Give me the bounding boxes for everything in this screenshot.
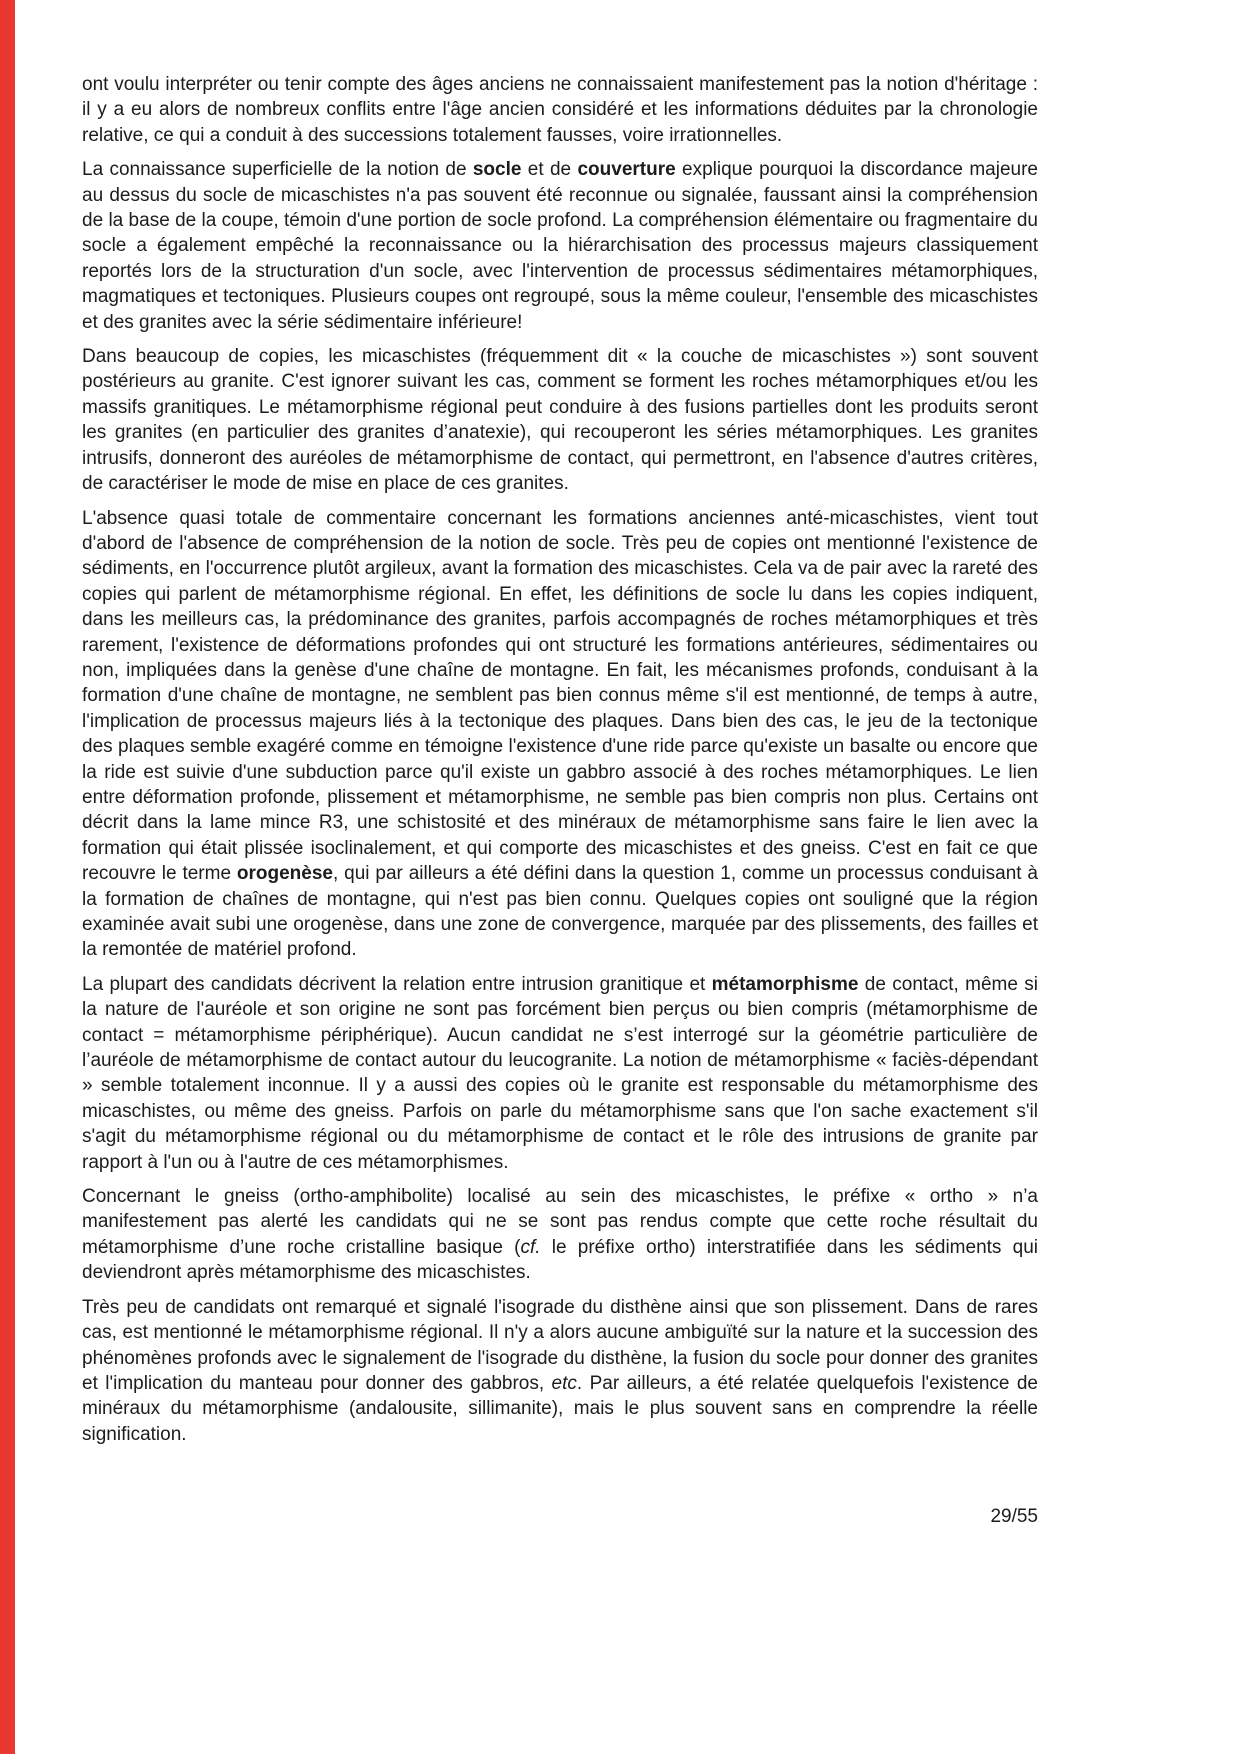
text-run: L'absence quasi totale de commentaire concernant les formations anciennes anté-micaschistes, vient tout d'abord de l'absence de compréhension de la notion de socle. Très peu de copies ont mentionné l'existence de sédiments, en l'occurrence plutôt argileux, avant la formation des micaschistes. Cela va de pair avec la rareté des copies qui parlent de métamorphisme régional. En effet, les définitions de socle lu dans les copies indiquent, dans les meilleurs cas, la prédominance des granites, parfois accompagnés de roches métamorphiques et très rarement, l'existence de déformations profondes qui ont structuré les formations antérieures, sédimentaires ou non, impliquées dans la genèse d'une chaîne de montagne. En fait, les mécanismes profonds, conduisant à la formation d'une chaîne de montagne, ne semblent pas bien connus même s'il est mentionné, de temps à autre, l'implication de processus majeurs liés à la tectonique des plaques. Dans bien des cas, le jeu de la tectonique des plaques semble exagéré comme en témoigne l'existence d'une ride parce qu'existe un basalte ou encore que la ride est suivie d'une subduction parce qu'il existe un gabbro associé à des roches métamorphiques. Le lien entre déformation profonde, plissement et métamorphisme, ne semble pas bien compris non plus. Certains ont décrit dans la lame mince R3, une schistosité et des minéraux de métamorphisme sans faire le lien avec la formation qui était plissée isoclinalement, et qui comporte des micaschistes et des gneiss. C'est en fait ce que recouvre le terme [82, 507, 1038, 885]
page-number: 29/55 [990, 1506, 1038, 1527]
text-run: couverture [577, 159, 676, 181]
document-body [82, 72, 1038, 1456]
left-red-bar [0, 0, 15, 1754]
text-run: et de [521, 159, 578, 181]
text-run: Concernant le gneiss (ortho-amphibolite) localisé au sein des micaschistes, le préfixe « ortho » n’a manifestement pas alerté les candidats qui ne se sont pas rendus compte que cette roche résultait du métamorphisme d’une roche cristalline basique ( [82, 1186, 1038, 1258]
text-run: le préfixe ortho) interstratifiée dans les sédiments qui deviendront après métamorphisme des micaschistes. [82, 1236, 1038, 1284]
text-run: métamorphisme [711, 973, 859, 995]
paragraph [82, 72, 1038, 148]
paragraph [82, 1295, 1038, 1447]
text-run: etc [551, 1372, 577, 1394]
paragraph [82, 1184, 1038, 1286]
text-run: de contact, même si la nature de l'auréole et son origine ne sont pas forcément bien perçus ou bien compris (métamorphisme de contact = métamorphisme périphérique). Aucun candidat ne s’est interrogé sur la géométrie particulière de l’auréole de métamorphisme de contact autour du leucogranite. La notion de métamorphisme « faciès-dépendant » semble totalement inconnue. Il y a aussi des copies où le granite est responsable du métamorphisme des micaschistes, ou même des gneiss. Parfois on parle du métamorphisme sans que l'on sache exactement s'il s'agit du métamorphisme régional ou du métamorphisme de contact et le rôle des intrusions de granite par rapport à l'un ou à l'autre de ces métamorphismes. [82, 973, 1038, 1173]
text-run: ont voulu interpréter ou tenir compte des âges anciens ne connaissaient manifestement pas la notion d'héritage : il y a eu alors de nombreux conflits entre l'âge ancien considéré et les informations déduites par la chronologie relative, ce qui a conduit à des successions totalement fausses, voire irrationnelles. [82, 74, 1038, 146]
text-run: explique pourquoi la discordance majeure au dessus du socle de micaschistes n'a pas souvent été reconnue ou signalée, faussant ainsi la compréhension de la base de la coupe, témoin d'une portion de socle profond. La compréhension élémentaire ou fragmentaire du socle a également empêché la reconnaissance ou la hiérarchisation des processus majeurs classiquement reportés lors de la structuration d'un socle, avec l'intervention de processus sédimentaires métamorphiques, magmatiques et tectoniques. Plusieurs coupes ont regroupé, sous la même couleur, l'ensemble des micaschistes et des granites avec la série sédimentaire inférieure! [82, 159, 1038, 333]
paragraph [82, 506, 1038, 963]
text-run: cf. [520, 1236, 541, 1258]
text-run: , qui par ailleurs a été défini dans la question 1, comme un processus conduisant à la formation de chaînes de montagne, qui n'est pas bien connu. Quelques copies ont souligné que la région examinée avait subi une orogenèse, dans une zone de convergence, marquée par des plissements, des failles et la remontée de matériel profond. [82, 863, 1038, 961]
paragraph [82, 157, 1038, 335]
text-run: Très peu de candidats ont remarqué et signalé l'isograde du disthène ainsi que son plissement. Dans de rares cas, est mentionné le métamorphisme régional. Il n'y a alors aucune ambiguïté sur la nature et la succession des phénomènes profonds avec le signalement de l'isograde du disthène, la fusion du socle pour donner des granites et l'implication du manteau pour donner des gabbros, [82, 1296, 1038, 1394]
text-run: orogenèse [236, 863, 333, 885]
text-run: La plupart des candidats décrivent la relation entre intrusion granitique et [82, 973, 712, 995]
paragraph [82, 972, 1038, 1175]
paragraph [82, 344, 1038, 496]
text-run: socle [472, 159, 522, 181]
text-run: . Par ailleurs, a été relatée quelquefois l'existence de minéraux du métamorphisme (andalousite, sillimanite), mais le plus souvent sans en comprendre la réelle signification. [82, 1372, 1038, 1445]
text-run: La connaissance superficielle de la notion de [82, 159, 473, 181]
text-run: Dans beaucoup de copies, les micaschistes (fréquemment dit « la couche de micaschistes ») sont souvent postérieurs au granite. C'est ignorer suivant les cas, comment se forment les roches métamorphiques et/ou les massifs granitiques. Le métamorphisme régional peut conduire à des fusions partielles dont les produits seront les granites (en particulier des granites d’anatexie), qui recouperont les séries métamorphiques. Les granites intrusifs, donneront des auréoles de métamorphisme de contact, qui permettront, en l'absence d'autres critères, de caractériser le mode de mise en place de ces granites. [82, 346, 1038, 495]
